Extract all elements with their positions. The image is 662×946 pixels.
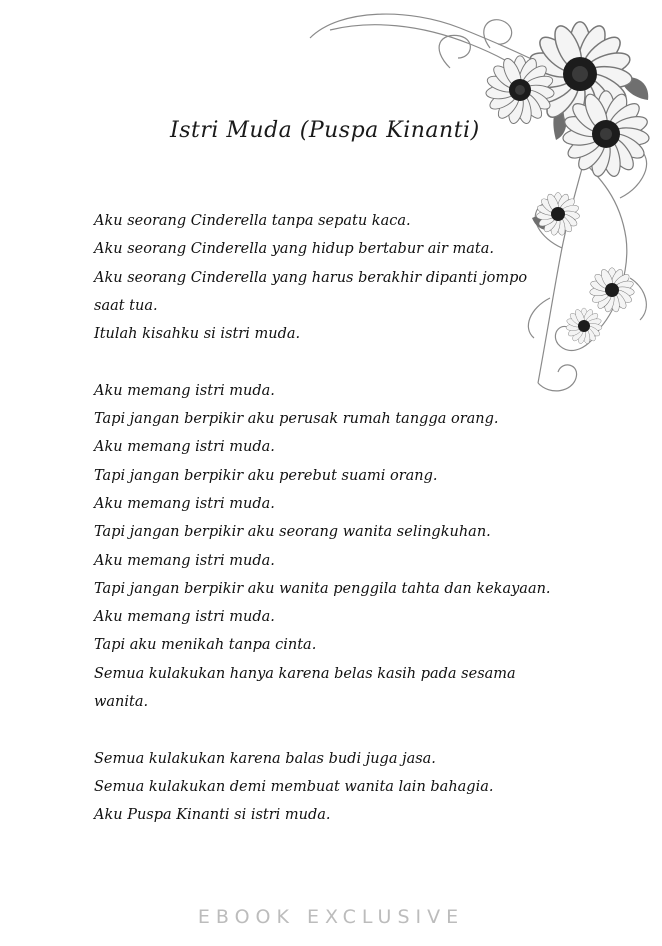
poem-line: Aku seorang Cinderella yang harus berakhir dipanti jompo bbox=[94, 269, 528, 286]
poem-line: Aku seorang Cinderella yang hidup bertabur air mata. bbox=[94, 241, 495, 258]
poem-line: Semua kulakukan demi membuat wanita lain bahagia. bbox=[94, 778, 494, 795]
poem-title: Istri Muda (Puspa Kinanti) bbox=[170, 118, 480, 143]
stanza-break bbox=[94, 716, 584, 744]
poem-line: Tapi jangan berpikir aku perebut suami orang. bbox=[94, 467, 438, 484]
stanza-break bbox=[94, 348, 584, 376]
poem-line: Aku memang istri muda. bbox=[94, 439, 275, 456]
poem-line: Aku seorang Cinderella tanpa sepatu kaca. bbox=[94, 213, 411, 229]
poem-line: Aku memang istri muda. bbox=[94, 382, 275, 399]
poem-body bbox=[94, 207, 584, 830]
poem-line: Tapi aku menikah tanpa cinta. bbox=[94, 637, 317, 654]
poem-line: Itulah kisahku si istri muda. bbox=[94, 326, 301, 343]
poem-line: Aku memang istri muda. bbox=[94, 609, 275, 626]
poem-line: Aku memang istri muda. bbox=[94, 552, 275, 569]
poem-line: saat tua. bbox=[94, 297, 158, 314]
poem-line: Tapi jangan berpikir aku seorang wanita selingkuhan. bbox=[94, 524, 491, 541]
poem-line: wanita. bbox=[94, 694, 149, 711]
poem-line: Semua kulakukan hanya karena belas kasih pada sesama bbox=[94, 665, 516, 682]
poem-line: Aku Puspa Kinanti si istri muda. bbox=[94, 807, 331, 824]
sunflower-icon bbox=[589, 268, 634, 313]
poem-line: Semua kulakukan karena balas budi juga jasa. bbox=[94, 750, 436, 767]
poem-line: Tapi jangan berpikir aku perusak rumah tangga orang. bbox=[94, 411, 499, 428]
sunflower-icon bbox=[485, 56, 554, 125]
poem-line: Aku memang istri muda. bbox=[94, 495, 275, 512]
footer-label: EBOOK EXCLUSIVE bbox=[197, 906, 465, 928]
sunflower-icon bbox=[562, 91, 650, 178]
poem-line: Tapi jangan berpikir aku wanita penggila tahta dan kekayaan. bbox=[94, 580, 551, 597]
